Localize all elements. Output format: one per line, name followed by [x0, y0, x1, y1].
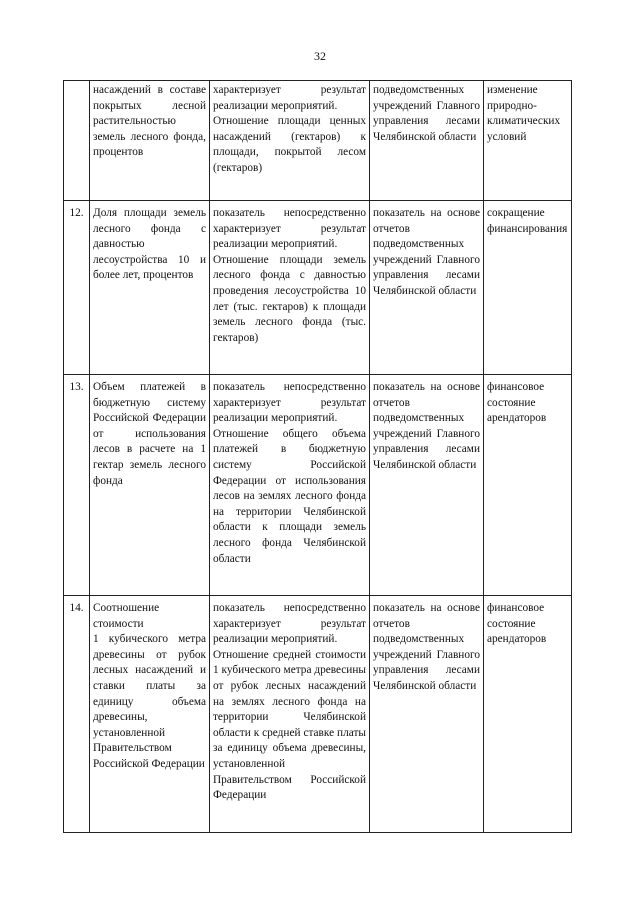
indicator-name: Объем платежей в бюджетную систему Российской Федерации от использования лесов в расчете на 1 гектар земель лесного фонда — [90, 375, 210, 596]
row-number: 13. — [64, 375, 90, 596]
indicator-name: Соотношение стоимости 1 кубического метра древесины от рубок лесных насаждений и ставки платы за единицу объема древесины, установленной Правительством Российской Федерации — [90, 596, 210, 833]
risk-factor: изменение природно-климатических условий — [484, 81, 572, 201]
table-row — [64, 201, 572, 375]
row-number: 12. — [64, 201, 90, 375]
row-number: 14. — [64, 596, 90, 833]
risk-factor: финансовое состояние арендаторов — [484, 596, 572, 833]
table-row — [64, 375, 572, 596]
indicator-description: показатель непосредственно характеризует результат реализации мероприятий. Отношение средней стоимости 1 кубического метра древесины от рубок лесных насаждений на землях лесного фонда на территории Челябинской области к средней ставке платы за единицу объема древесины, установленной Правительством Российской Федерации — [210, 596, 370, 833]
indicators-table — [63, 80, 572, 833]
table-row — [64, 81, 572, 201]
data-source: показатель на основе отчетов подведомственных учреждений Главного управления лесами Челябинской области — [370, 375, 484, 596]
row-number — [64, 81, 90, 201]
indicator-name: насаждений в составе покрытых лесной растительностью земель лесного фонда, процентов — [90, 81, 210, 201]
table-row — [64, 596, 572, 833]
indicator-description: показатель непосредственно характеризует результат реализации мероприятий. Отношение общего объема платежей в бюджетную систему Российской Федерации от использования лесов на землях лесного фонда на территории Челябинской области к площади земель лесного фонда Челябинской области — [210, 375, 370, 596]
data-source: показатель на основе отчетов подведомственных учреждений Главного управления лесами Челябинской области — [370, 201, 484, 375]
risk-factor: финансовое состояние арендаторов — [484, 375, 572, 596]
page-number: 32 — [314, 49, 326, 63]
risk-factor: сокращение финансирования — [484, 201, 572, 375]
data-source: показатель на основе отчетов подведомственных учреждений Главного управления лесами Челябинской области — [370, 596, 484, 833]
indicator-name: Доля площади земель лесного фонда с давностью лесоустройства 10 и более лет, процентов — [90, 201, 210, 375]
data-source: подведомственных учреждений Главного управления лесами Челябинской области — [370, 81, 484, 201]
indicator-description: показатель непосредственно характеризует результат реализации мероприятий. Отношение площади земель лесного фонда с давностью проведения лесоустройства 10 лет (тыс. гектаров) к площади земель лесного фонда (тыс. гектаров) — [210, 201, 370, 375]
indicator-description: характеризует результат реализации мероприятий. Отношение площади ценных насаждений (гектаров) к площади, покрытой лесом (гектаров) — [210, 81, 370, 201]
